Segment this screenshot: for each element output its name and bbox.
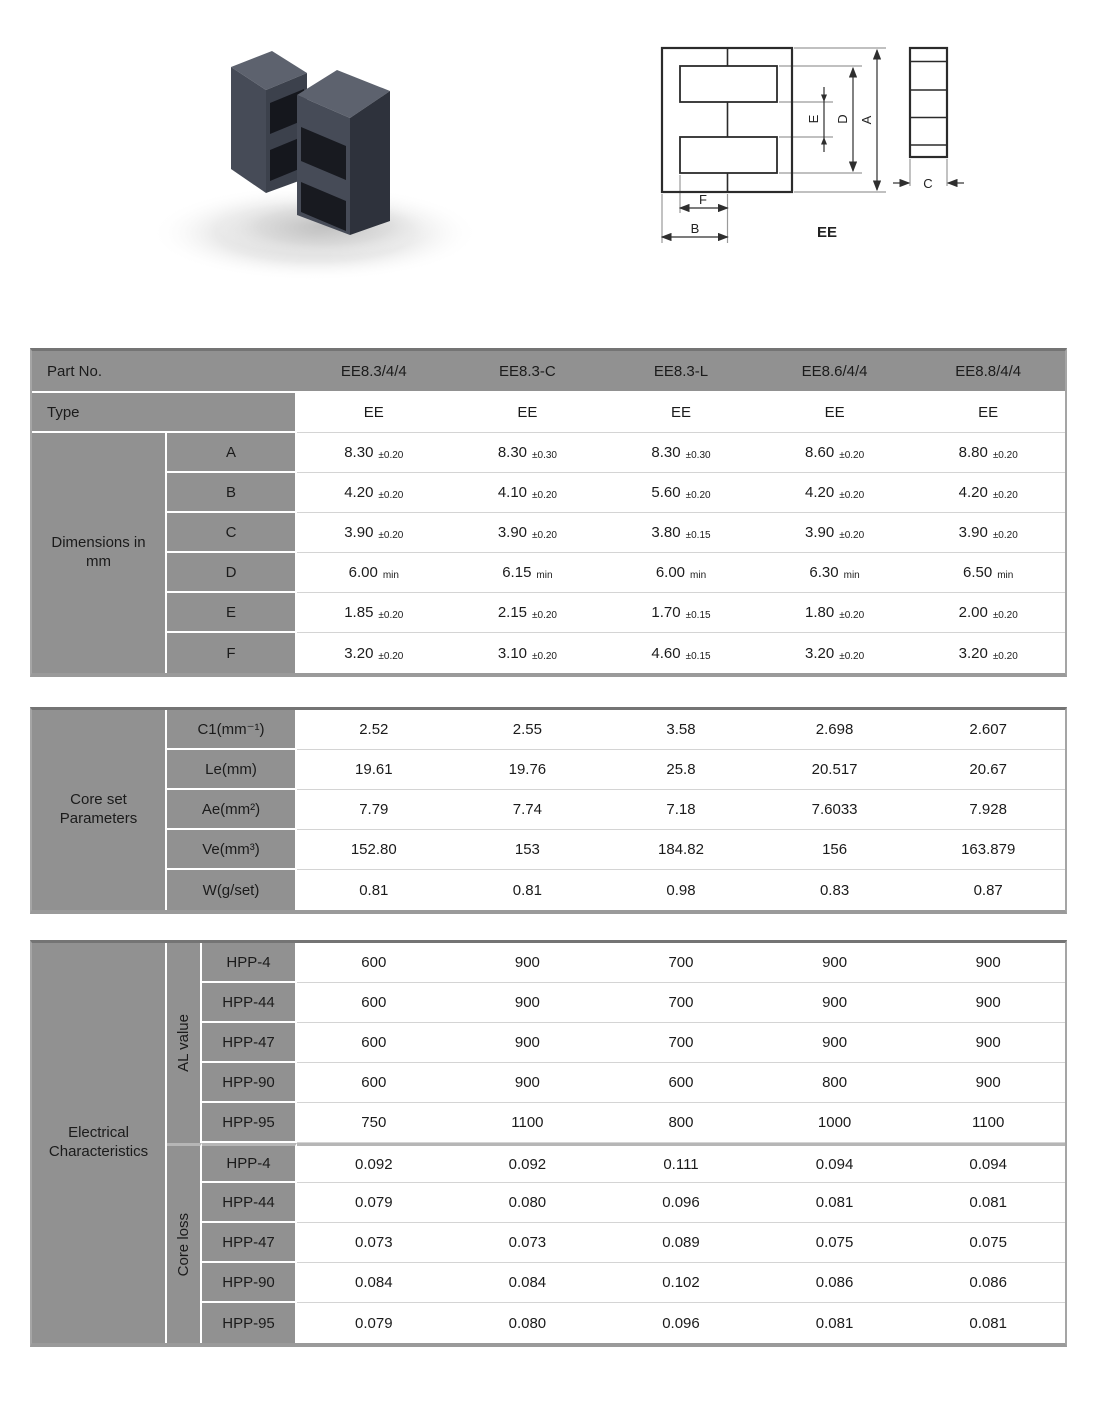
param-value: 152.80 [297, 830, 451, 870]
electrical-table-frame [30, 940, 1067, 1347]
param-value: 7.79 [297, 790, 451, 830]
dim-cell: 6.00 min [297, 553, 451, 593]
type-value: EE [911, 393, 1065, 433]
param-label: W(g/set) [167, 870, 297, 910]
al-value: 1100 [451, 1103, 605, 1143]
param-value: 20.517 [758, 750, 912, 790]
param-value: 2.698 [758, 710, 912, 750]
dim-cell: 8.60 ±0.20 [758, 433, 912, 473]
param-value: 7.6033 [758, 790, 912, 830]
dim-label-e: E [806, 114, 821, 124]
loss-value: 0.094 [758, 1143, 912, 1183]
param-value: 7.74 [451, 790, 605, 830]
loss-value: 0.073 [297, 1223, 451, 1263]
dim-cell: 6.30 min [758, 553, 912, 593]
param-value: 2.55 [451, 710, 605, 750]
dim-label: E [167, 593, 297, 633]
core-set-table-frame [30, 707, 1067, 914]
dim-cell: 3.90 ±0.20 [911, 513, 1065, 553]
param-value: 25.8 [604, 750, 758, 790]
dim-cell: 3.90 ±0.20 [297, 513, 451, 553]
loss-value: 0.102 [604, 1263, 758, 1303]
param-value: 2.52 [297, 710, 451, 750]
core-set-row [32, 750, 1065, 790]
al-value: 1000 [758, 1103, 912, 1143]
dim-cell: 4.20 ±0.20 [297, 473, 451, 513]
dimensions-table [32, 351, 1065, 673]
left-core [231, 51, 307, 193]
loss-value: 0.096 [604, 1183, 758, 1223]
dim-row-c [32, 513, 1065, 553]
material-label: HPP-44 [202, 1183, 297, 1223]
al-value: 900 [758, 1023, 912, 1063]
loss-value: 0.079 [297, 1303, 451, 1343]
type-row [32, 393, 1065, 433]
param-value: 184.82 [604, 830, 758, 870]
dimensions-table-frame [30, 348, 1067, 677]
param-value: 156 [758, 830, 912, 870]
param-value: 0.98 [604, 870, 758, 910]
core-set-row [32, 870, 1065, 910]
dim-cell: 8.80 ±0.20 [911, 433, 1065, 473]
part-number: EE8.3/4/4 [297, 351, 451, 393]
param-value: 19.61 [297, 750, 451, 790]
dim-cell: 1.70 ±0.15 [604, 593, 758, 633]
loss-value: 0.094 [911, 1143, 1065, 1183]
param-value: 0.83 [758, 870, 912, 910]
loss-value: 0.081 [911, 1303, 1065, 1343]
dim-row-a [32, 433, 1065, 473]
loss-value: 0.081 [911, 1183, 1065, 1223]
dim-cell: 8.30 ±0.30 [451, 433, 605, 473]
param-value: 19.76 [451, 750, 605, 790]
loss-value: 0.084 [297, 1263, 451, 1303]
dim-cell: 3.10 ±0.20 [451, 633, 605, 673]
param-label: C1(mm⁻¹) [167, 710, 297, 750]
loss-value: 0.092 [297, 1143, 451, 1183]
dim-cell: 1.85 ±0.20 [297, 593, 451, 633]
dim-row-f [32, 633, 1065, 673]
material-label: HPP-4 [202, 943, 297, 983]
part-no-row [32, 351, 1065, 393]
al-value: 900 [451, 1023, 605, 1063]
dim-cell: 8.30 ±0.30 [604, 433, 758, 473]
part-no-label: Part No. [32, 351, 297, 393]
material-label: HPP-95 [202, 1303, 297, 1343]
al-value: 900 [451, 1063, 605, 1103]
type-value: EE [758, 393, 912, 433]
loss-value: 0.075 [758, 1223, 912, 1263]
dim-label: B [167, 473, 297, 513]
dim-cell: 3.80 ±0.15 [604, 513, 758, 553]
param-value: 163.879 [911, 830, 1065, 870]
dim-cell: 5.60 ±0.20 [604, 473, 758, 513]
param-label: Ve(mm³) [167, 830, 297, 870]
loss-value: 0.081 [758, 1183, 912, 1223]
param-value: 0.87 [911, 870, 1065, 910]
type-label: Type [32, 393, 297, 433]
core-set-table [32, 710, 1065, 910]
dim-row-e [32, 593, 1065, 633]
dim-cell: 1.80 ±0.20 [758, 593, 912, 633]
dim-cell: 6.15 min [451, 553, 605, 593]
al-value: 900 [758, 943, 912, 983]
type-value: EE [604, 393, 758, 433]
dim-cell: 3.20 ±0.20 [297, 633, 451, 673]
part-number: EE8.8/4/4 [911, 351, 1065, 393]
loss-value: 0.092 [451, 1143, 605, 1183]
al-value: 700 [604, 983, 758, 1023]
loss-value: 0.079 [297, 1183, 451, 1223]
al-value: 750 [297, 1103, 451, 1143]
material-label: HPP-47 [202, 1023, 297, 1063]
param-value: 20.67 [911, 750, 1065, 790]
dim-cell: 3.20 ±0.20 [911, 633, 1065, 673]
loss-value: 0.089 [604, 1223, 758, 1263]
al-value: 600 [297, 983, 451, 1023]
core-set-row [32, 710, 1065, 750]
dim-row-b [32, 473, 1065, 513]
electrical-group-label: Electrical Characteristics [32, 943, 167, 1343]
part-number: EE8.6/4/4 [758, 351, 912, 393]
dim-cell: 4.20 ±0.20 [758, 473, 912, 513]
loss-value: 0.086 [758, 1263, 912, 1303]
dim-cell: 4.60 ±0.15 [604, 633, 758, 673]
dim-cell: 8.30 ±0.20 [297, 433, 451, 473]
loss-value: 0.080 [451, 1183, 605, 1223]
al-value: 600 [604, 1063, 758, 1103]
loss-value: 0.075 [911, 1223, 1065, 1263]
param-value: 0.81 [297, 870, 451, 910]
part-number: EE8.3-C [451, 351, 605, 393]
dim-row-d [32, 553, 1065, 593]
dim-label: F [167, 633, 297, 673]
al-value: 800 [758, 1063, 912, 1103]
dim-cell: 4.10 ±0.20 [451, 473, 605, 513]
dim-cell: 4.20 ±0.20 [911, 473, 1065, 513]
front-view [662, 48, 792, 192]
al-value: 600 [297, 1063, 451, 1103]
al-value: 700 [604, 1023, 758, 1063]
al-value: 900 [911, 983, 1065, 1023]
al-value-group-label: AL value [167, 943, 202, 1143]
loss-row [32, 1143, 1065, 1183]
dim-label-f: F [699, 192, 707, 207]
param-value: 0.81 [451, 870, 605, 910]
al-value: 900 [911, 943, 1065, 983]
loss-value: 0.096 [604, 1303, 758, 1343]
core-set-row [32, 790, 1065, 830]
material-label: HPP-47 [202, 1223, 297, 1263]
loss-value: 0.086 [911, 1263, 1065, 1303]
al-value: 600 [297, 943, 451, 983]
material-label: HPP-90 [202, 1263, 297, 1303]
dim-cell: 2.15 ±0.20 [451, 593, 605, 633]
material-label: HPP-90 [202, 1063, 297, 1103]
param-label: Ae(mm²) [167, 790, 297, 830]
al-row [32, 943, 1065, 983]
core-loss-group-label: Core loss [167, 1143, 202, 1343]
al-value: 600 [297, 1023, 451, 1063]
param-value: 153 [451, 830, 605, 870]
type-value: EE [451, 393, 605, 433]
loss-value: 0.081 [758, 1303, 912, 1343]
spec-tables [30, 348, 1067, 1347]
dim-label: D [167, 553, 297, 593]
dim-cell: 6.00 min [604, 553, 758, 593]
core-shape-label: EE [816, 224, 838, 241]
dim-cell: 3.90 ±0.20 [758, 513, 912, 553]
al-value: 900 [758, 983, 912, 1023]
right-core [297, 70, 390, 235]
material-label: HPP-4 [202, 1143, 297, 1183]
al-value: 800 [604, 1103, 758, 1143]
technical-drawing [630, 22, 990, 262]
al-value: 900 [911, 1023, 1065, 1063]
al-value: 900 [911, 1063, 1065, 1103]
dim-cell: 3.20 ±0.20 [758, 633, 912, 673]
core-set-group-label: Core set Parameters [32, 710, 167, 910]
dim-cell: 2.00 ±0.20 [911, 593, 1065, 633]
hero-section [0, 0, 1100, 348]
param-label: Le(mm) [167, 750, 297, 790]
type-value: EE [297, 393, 451, 433]
dim-label-c: C [923, 176, 933, 191]
dim-label-a: A [859, 115, 874, 125]
al-value: 700 [604, 943, 758, 983]
dimensions-group-label: Dimensions in mm [32, 433, 167, 673]
loss-value: 0.073 [451, 1223, 605, 1263]
al-value: 1100 [911, 1103, 1065, 1143]
al-value: 900 [451, 983, 605, 1023]
loss-value: 0.084 [451, 1263, 605, 1303]
dim-cell: 3.90 ±0.20 [451, 513, 605, 553]
param-value: 3.58 [604, 710, 758, 750]
al-value: 900 [451, 943, 605, 983]
core-set-row [32, 830, 1065, 870]
product-photo-ee-core [140, 8, 520, 298]
dim-cell: 6.50 min [911, 553, 1065, 593]
material-label: HPP-44 [202, 983, 297, 1023]
loss-value: 0.080 [451, 1303, 605, 1343]
loss-value: 0.111 [604, 1143, 758, 1183]
dim-label: C [167, 513, 297, 553]
material-label: HPP-95 [202, 1103, 297, 1143]
part-number: EE8.3-L [604, 351, 758, 393]
param-value: 2.607 [911, 710, 1065, 750]
dim-label-d: D [835, 114, 850, 124]
electrical-table [32, 943, 1065, 1343]
dim-label-b: B [690, 221, 700, 236]
side-view [910, 48, 947, 157]
param-value: 7.18 [604, 790, 758, 830]
param-value: 7.928 [911, 790, 1065, 830]
dim-label: A [167, 433, 297, 473]
